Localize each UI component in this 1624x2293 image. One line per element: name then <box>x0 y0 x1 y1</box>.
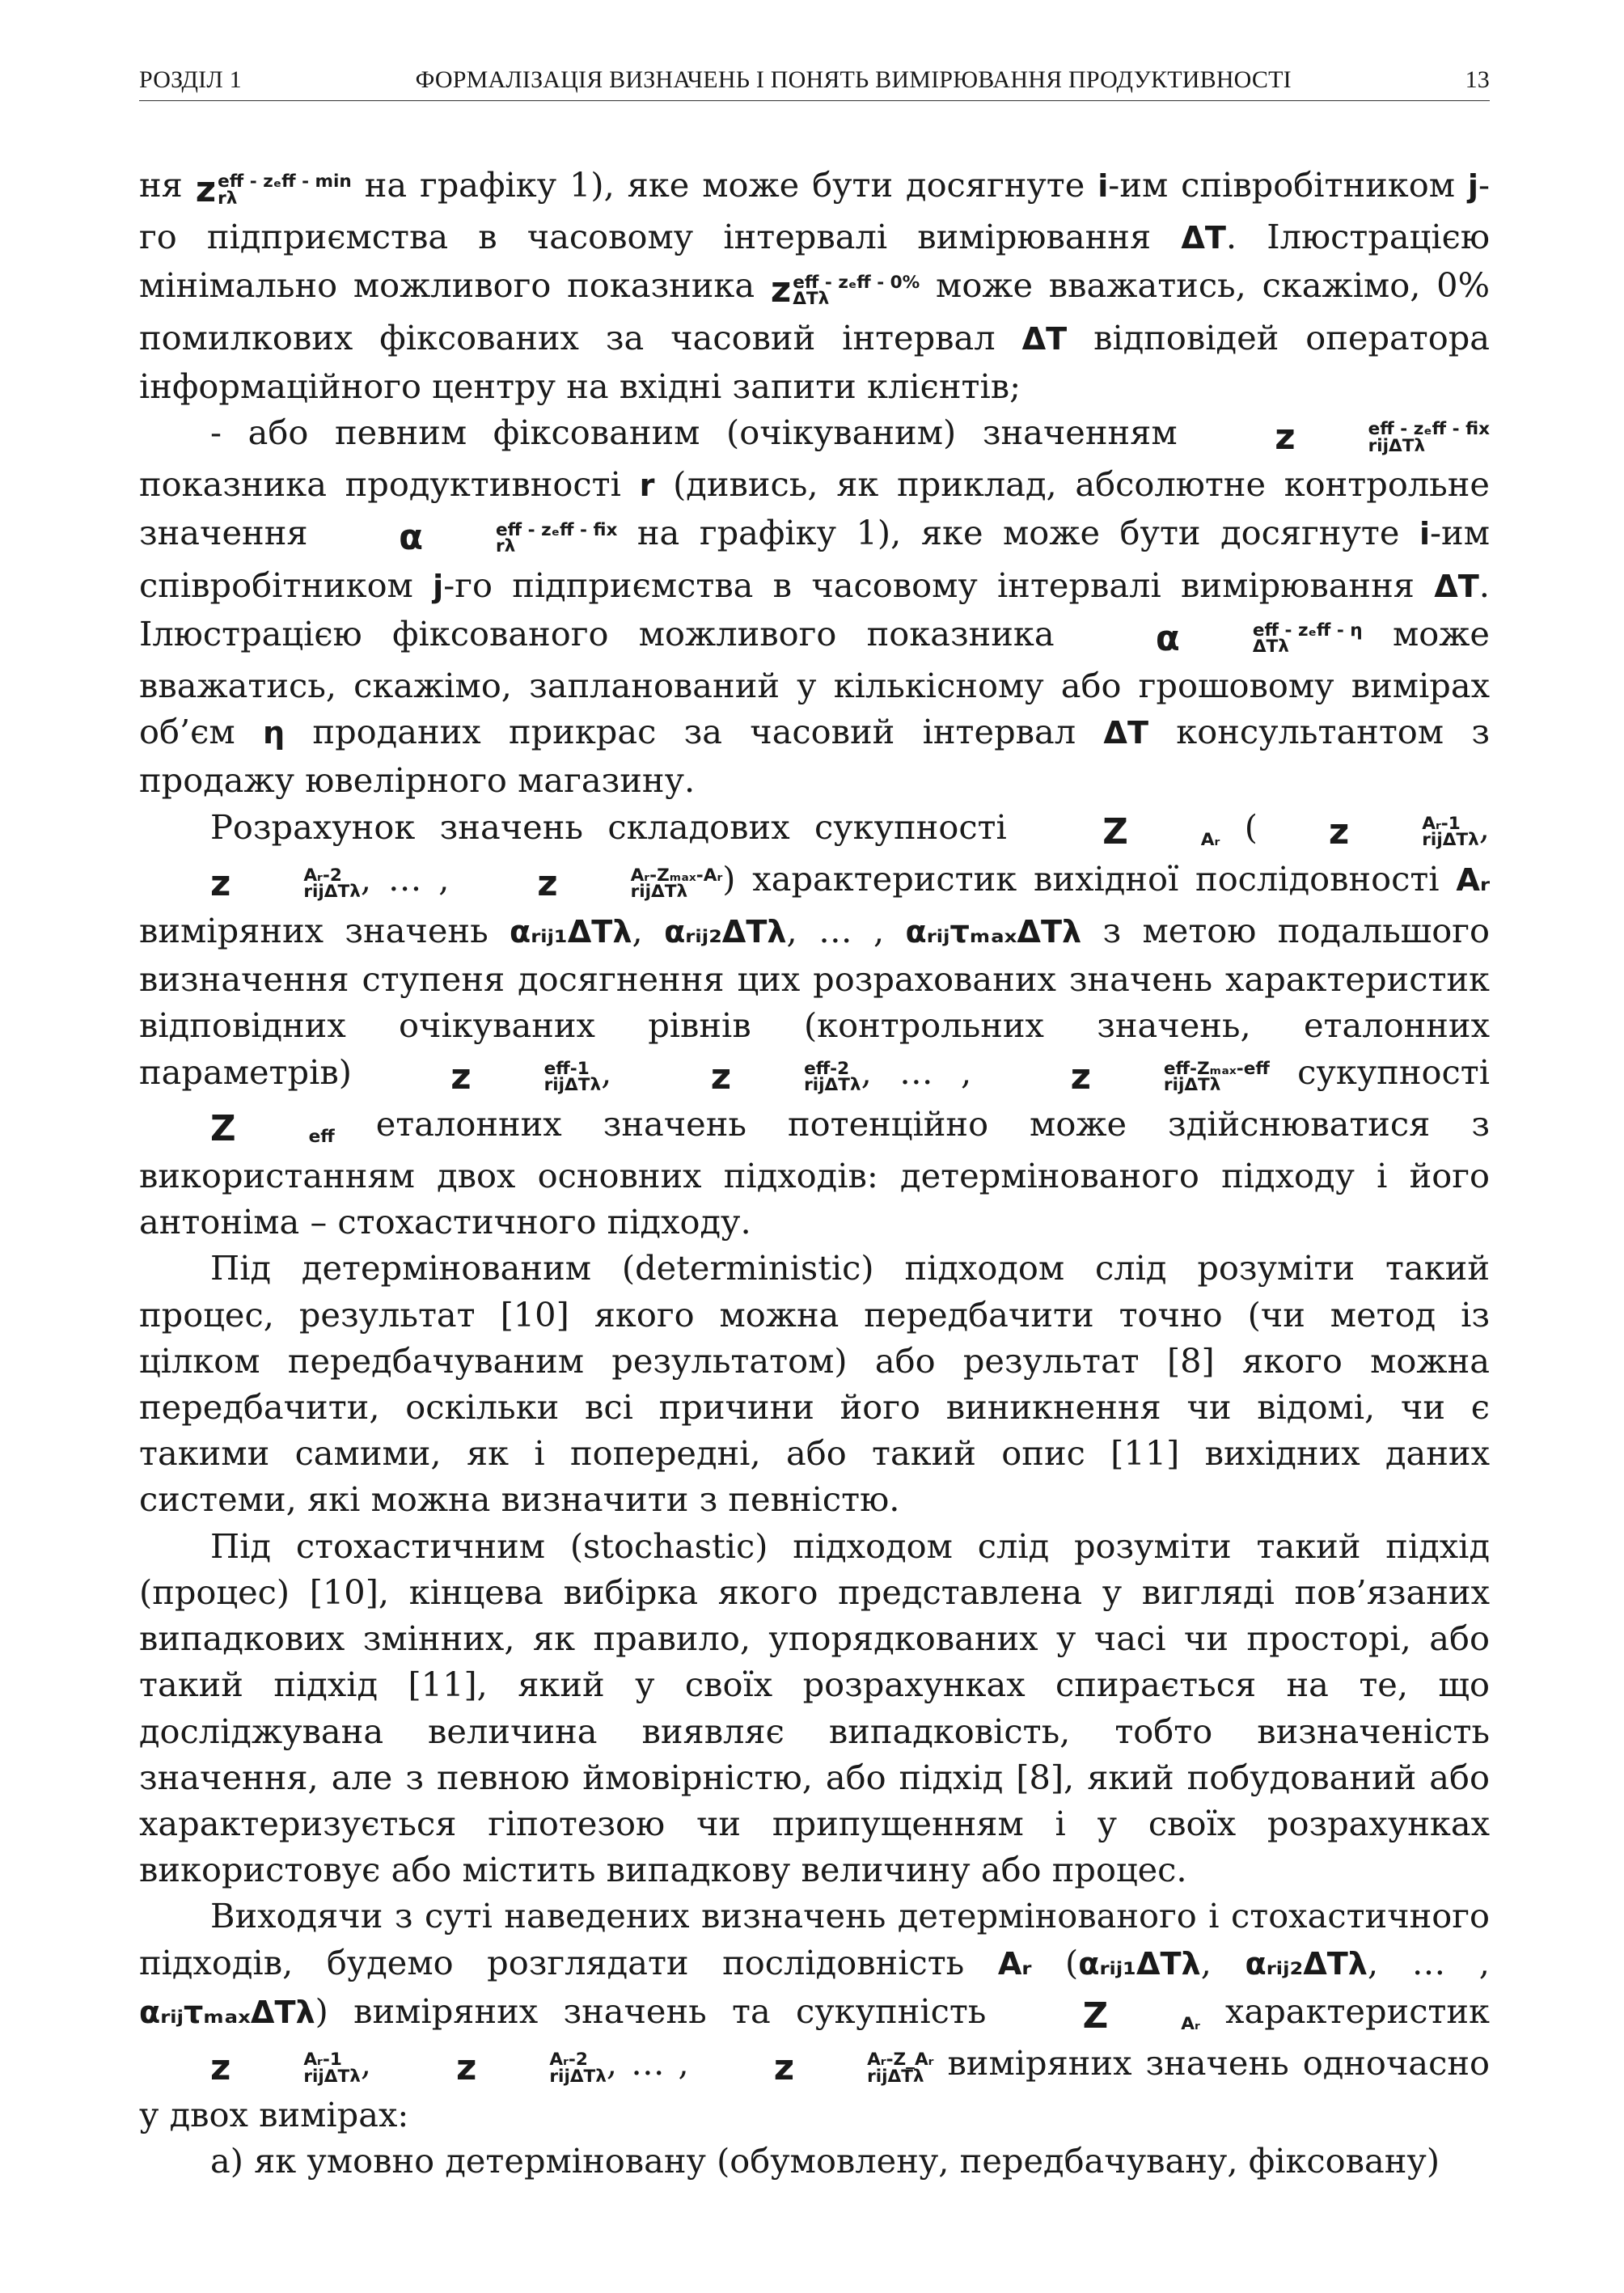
symbol-j: j <box>1467 169 1478 205</box>
text: характеристик <box>1199 1991 1490 2031</box>
formula-a-eff-eta: α eff - zₑff - η ΔTλ <box>1155 618 1363 659</box>
paragraph-1 <box>139 162 1490 409</box>
text: показника продуктивності <box>139 464 640 505</box>
text: з метою подальшого визначення ступеня досягнення цих розрахованих значень характеристик відповідних очікуваних рівнів (контрольних значень, еталонних параметрів) <box>139 911 1490 1092</box>
symbol-eta: η <box>262 716 285 752</box>
symbol-alpha-1: αᵣᵢⱼ₁ΔTλ <box>1078 1946 1201 1982</box>
text: проданих прикрас за часовий інтервал <box>285 712 1104 752</box>
symbol-Ar: Aᵣ <box>1456 862 1490 899</box>
running-header <box>139 66 1490 101</box>
symbol-i: i <box>1419 517 1431 553</box>
formula-z-eff-0: z eff - zₑff - 0% ΔTλ <box>770 270 920 311</box>
paragraph-5: Під стохастичним (stochastic) підходом слід розуміти такий підхід (процес) [10], кінцева вибірка якого представлена у вигляді пов’язаних випадкових змінних, як правило, упорядкованих у часі чи просторі, або такий підхід [11], який у своїх розрахунках спирається на те, що досліджувана величина виявляє випадковість, тобто визначеність значення, але з певною ймовірністю, або підхід [8], який побудований або характеризується гіпотезою чи припущенням і у своїх розрахунках використовує або містить випадкову величину або процес. <box>139 1525 1490 1890</box>
paragraph-7: а) як умовно детерміновану (обумовлену, передбачувану, фіксовану) <box>210 2141 1440 2181</box>
text: на графіку 1), яке може бути досягнуте <box>364 165 1098 205</box>
symbol-r: r <box>639 468 655 505</box>
text: ня <box>139 165 196 205</box>
text: виміряних значень та сукупність <box>328 1991 1012 2031</box>
text: сукупності <box>1269 1051 1490 1092</box>
text: . Ілюстрацією фіксованого можливого показника <box>139 565 1490 654</box>
text: характеристик вихідної послідовності <box>735 858 1457 899</box>
text: виміряних значень <box>139 911 510 951</box>
formula-z-Ar-2: z Aᵣ-2 rijΔTλ <box>210 863 361 904</box>
formula-z-eff-fix: z eff - zₑff - fix rijΔTλ <box>1275 417 1490 459</box>
symbol-Ar: Aᵣ <box>997 1946 1032 1982</box>
formula-z-Ar-1: z Aᵣ-1 rijΔTλ <box>210 2047 361 2088</box>
text: - або певним фіксованим (очікуваним) значенням <box>210 412 1204 453</box>
formula-z-eff-Zmax: z eff-Zₘₐₓ-eff rijΔTλ <box>1070 1056 1270 1098</box>
formula-Z-Ar: Z Aᵣ <box>1082 1995 1200 2037</box>
formula-z-Ar-max: z Aᵣ-Zₘₐₓ-Aᵣ rijΔTλ <box>537 863 723 904</box>
text: . Ілюстрацією мінімально можливого показника <box>139 217 1490 306</box>
symbol-delta-t: ΔT <box>1181 221 1226 257</box>
formula-z-Ar-2: z Aᵣ-2 rijΔTλ <box>456 2047 607 2088</box>
header-title: ФОРМАЛІЗАЦІЯ ВИЗНАЧЕНЬ І ПОНЯТЬ ВИМІРЮВАННЯ ПРОДУКТИВНОСТІ <box>415 66 1292 93</box>
symbol-delta-t: ΔT <box>1103 716 1148 752</box>
symbol-delta-t: ΔT <box>1021 321 1068 357</box>
header-chapter: РОЗДІЛ 1 <box>139 66 242 93</box>
page-body <box>139 162 1490 2185</box>
text: на графіку 1), яке може бути досягнуте <box>617 513 1419 553</box>
symbol-delta-t: ΔT <box>1434 569 1479 605</box>
formula-z-Ar-ZAr: z Aᵣ-Z_Aᵣ rijΔTλ <box>773 2047 934 2088</box>
symbol-alpha-1: αᵣᵢⱼ₁ΔTλ <box>510 915 632 951</box>
symbol-alpha-max: αᵣᵢⱼτₘₐₓΔTλ <box>139 1995 315 2031</box>
formula-z-Ar-1: z Aᵣ-1 rijΔTλ <box>1328 811 1479 852</box>
symbol-i: i <box>1097 169 1109 205</box>
page-number: 13 <box>1465 66 1490 93</box>
paragraph-2 <box>139 409 1490 804</box>
paragraph-6: Виходячи з суті наведених визначень детермінованого і стохастичного підходів, будемо розглядати послідовність Aᵣ (αᵣᵢⱼ₁ΔTλ, αᵣᵢⱼ₂ΔTλ, … , αᵣᵢⱼτₘₐₓΔTλ) виміряних значень та сукупність Z Aᵣ характеристик z Aᵣ-1 rijΔTλ , z Aᵣ-2 rijΔTλ , … , z Aᵣ-Z_Aᵣ rijΔTλ виміряних значень одночасно у двох вимірах: <box>139 1896 1490 2135</box>
text: -им співробітником <box>1108 165 1468 205</box>
symbol-alpha-max: αᵣᵢⱼτₘₐₓΔTλ <box>905 915 1082 951</box>
formula-Z-Ar: Z Aᵣ <box>1102 811 1220 852</box>
text: -го підприємства в часовому інтервалі вимірювання <box>443 565 1435 605</box>
formula-z-eff-1: z eff-1 rijΔTλ <box>450 1056 602 1098</box>
text: може вважатись, скажімо, 0% помилкових фіксованих за часовий інтервал <box>139 265 1491 357</box>
formula-z-eff-min: z eff - zₑff - min rλ <box>195 170 352 210</box>
text: відповідей оператора інформаційного центру на вхідні запити клієнтів; <box>139 317 1491 406</box>
text: консультантом з продажу ювелірного магазину. <box>139 712 1490 801</box>
symbol-alpha-2: αᵣᵢⱼ₂ΔTλ <box>1245 1946 1368 1982</box>
paragraph-3: Розрахунок значень складових сукупності Z Aᵣ ( z Aᵣ-1 rijΔTλ , z Aᵣ-2 rijΔTλ , … , z Aᵣ-Zₘₐₓ-Aᵣ rijΔTλ ) характеристик вихідної послідовності Aᵣ виміряних значень αᵣᵢⱼ₁ΔTλ, αᵣᵢⱼ₂ΔTλ, … , αᵣᵢⱼτₘₐₓΔTλ з метою подальшого визначення ступеня досягнення цих розрахованих значень характеристик відповідних очікуваних рівнів (контрольних значень, еталонних параметрів) z eff-1 rijΔTλ , z eff-2 rijΔTλ , … , z eff-Zₘₐₓ-eff rijΔTλ сукупності Z eff еталонних значень потенційно може здійснюватися з використанням двох основних підходів: детермінованого підходу і його антоніма – стохастичного підходу. <box>139 806 1490 1242</box>
paragraph-4: Під детермінованим (deterministic) підходом слід розуміти такий процес, результат [10] якого можна передбачити точно (чи метод із цілком передбачуваним результатом) або результат [8] якого можна передбачити, оскільки всі причини його виникнення чи відомі, чи є такими самими, як і попередні, або такий опис [11] вихідних даних системи, які можна визначити з певністю. <box>139 1248 1490 1520</box>
text: еталонних значень потенційно може здійснюватися з використанням двох основних підходів: детермінованого підходу і його антоніма – стохастичного підходу. <box>139 1103 1490 1242</box>
symbol-j: j <box>433 569 444 605</box>
symbol-alpha-2: αᵣᵢⱼ₂ΔTλ <box>664 915 787 951</box>
formula-Z-eff: Z eff <box>210 1108 335 1149</box>
text: виміряних значень одночасно у двох вимірах: <box>139 2042 1490 2135</box>
text: Виходячи з суті наведених визначень детермінованого і стохастичного підходів, будемо розглядати послідовність <box>139 1896 1490 1982</box>
text: може вважатись, скажімо, запланований у кількісному або грошовому вимірах об’єм <box>139 613 1490 752</box>
text: -го підприємства в часовому інтервалі вимірювання <box>139 165 1490 257</box>
text: Розрахунок значень складових сукупності <box>210 806 1032 847</box>
formula-z-eff-2: z eff-2 rijΔTλ <box>710 1056 861 1098</box>
formula-a-eff-fix: α eff - zₑff - fix rλ <box>399 518 618 559</box>
text: -им співробітником <box>139 513 1490 605</box>
text: (дивись, як приклад, абсолютне контрольне значення <box>139 464 1490 553</box>
